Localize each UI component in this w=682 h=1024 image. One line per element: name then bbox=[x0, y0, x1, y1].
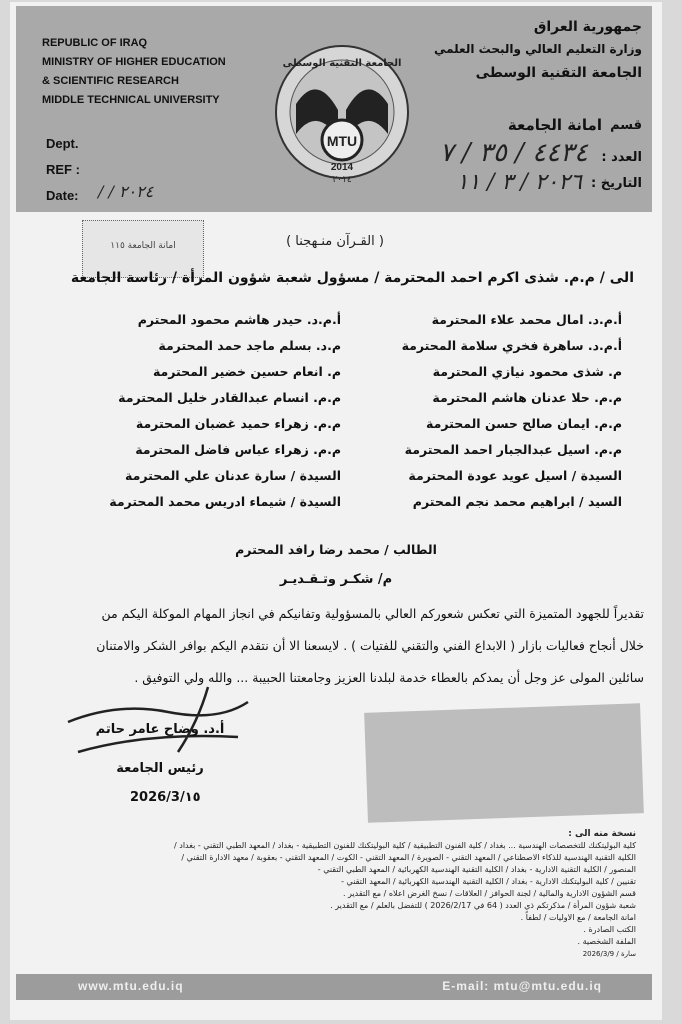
date-value-handwritten: ٢٠٢٦ / ٣ / ١١ bbox=[456, 170, 582, 195]
letter-body bbox=[34, 598, 644, 694]
logo-year: 2014 bbox=[330, 162, 354, 173]
letterhead-english bbox=[42, 34, 232, 110]
recipient-row bbox=[60, 306, 622, 332]
left-date-handwritten: / / ٢٠٢٤ bbox=[98, 182, 154, 201]
section-value: امانة الجامعة bbox=[507, 116, 602, 134]
recipient-name: السيدة / سارة عدنان علي المحترمة bbox=[125, 467, 341, 483]
section-label: قسم bbox=[610, 118, 642, 133]
number-label: العدد : bbox=[601, 150, 642, 165]
subject-line: م/ شكـر وتـقـديـر bbox=[279, 572, 393, 587]
recipient-name: م.م. حلا عدنان هاشم المحترمة bbox=[432, 389, 622, 405]
recipient-name: م.م. اسيل عبدالجبار احمد المحترمة bbox=[404, 441, 622, 457]
recipient-name: أ.م.د. حيدر هاشم محمود المحترم bbox=[137, 311, 341, 327]
body-line: سائلين المولى عز وجل أن يمدكم بالعطاء خدمة لبلدنا العزيز وجامعتنا الحبيبة ... والله ولي التوفيق . bbox=[134, 670, 644, 685]
distribution-list bbox=[34, 828, 636, 960]
recipient-name: م. شذى محمود نيازي المحترمة bbox=[432, 363, 622, 379]
signatory-title: رئيس الجامعة bbox=[116, 761, 204, 776]
body-line: تقديراً للجهود المتميزة التي تعكس شعوركم العالي بالمسؤولية وتفانيكم في انجاز المهام الموكلة اليكم من bbox=[101, 606, 644, 621]
body-line: خلال أنجاح فعاليات بازار ( الابداع الفني والتقني للفتيات ) . لايسعنا الا أن نتقدم اليكم بوافر الشكر والامتنان bbox=[96, 638, 644, 653]
logo-year-arabic: ٢٠١٤ bbox=[332, 175, 352, 185]
recipient-row bbox=[60, 410, 622, 436]
letter-page bbox=[10, 2, 662, 1020]
letterhead-line: & SCIENTIFIC RESEARCH bbox=[42, 75, 179, 87]
distribution-footnote: سارة / 2026/3/9 bbox=[582, 950, 636, 958]
recipient-row bbox=[60, 384, 622, 410]
logo-arabic: الجامعة التقنية الوسطى bbox=[282, 58, 402, 69]
recipient-name: م.م. انسام عبدالقادر خليل المحترمة bbox=[118, 389, 341, 405]
footer-email: E-mail: mtu@mtu.edu.iq bbox=[442, 979, 602, 993]
date-label: Date: bbox=[46, 188, 79, 203]
signature-date: 2026/3/١٥ bbox=[130, 790, 201, 805]
letterhead-arabic bbox=[412, 16, 642, 86]
letterhead-line: MINISTRY OF HIGHER EDUCATION bbox=[42, 56, 226, 68]
signatory-name: أ.د. وضاح عامر حاتم bbox=[95, 722, 225, 737]
letterhead-line: MIDDLE TECHNICAL UNIVERSITY bbox=[42, 94, 220, 106]
distribution-line: تقنيين / كلية البوليتكنك الادارية - بغداد / الكلية التقنية الهندسية الكهربائية / المعهد التقني - bbox=[341, 877, 636, 886]
university-logo bbox=[272, 42, 412, 192]
number-value-handwritten: ٤٤٣٤ / ٣٥ / ٧ bbox=[439, 138, 588, 168]
recipient-name: م. انعام حسين خضير المحترمة bbox=[152, 363, 341, 379]
date-label-arabic: التاريخ : bbox=[591, 176, 642, 191]
distribution-line: كلية البوليتكنك للتخصصات الهندسية ... بغداد / كلية الفنون التطبيقية / كلية البوليتكنك للفنون التطبيقية - بغداد / المعهد الطبي التقني - بغداد / bbox=[174, 841, 636, 850]
letterhead-ar-line: وزارة التعليم العالي والبحث العلمي bbox=[433, 42, 642, 56]
signature-block bbox=[70, 722, 250, 776]
recipient-name: م.م. ايمان صالح حسن المحترمة bbox=[426, 415, 622, 431]
letterhead-ar-line: الجامعة التقنية الوسطى bbox=[475, 65, 642, 81]
recipient-name: أ.م.د. ساهرة فخري سلامة المحترمة bbox=[401, 337, 622, 353]
recipient-row bbox=[60, 332, 622, 358]
recipient-name: م.د. بسلم ماجد حمد المحترمة bbox=[158, 337, 341, 353]
distribution-line: الكتب الصادرة . bbox=[583, 925, 636, 934]
logo-letters: MTU bbox=[326, 133, 358, 149]
recipient-name: السيدة / اسيل عويد عودة المحترمة bbox=[408, 467, 622, 483]
quran-motto: ( القـرآن منـهجنا ) bbox=[286, 234, 384, 249]
distribution-line: امانة الجامعة / مع الاوليات / لطفاً . bbox=[520, 913, 636, 922]
recipient-name: أ.م.د. امال محمد علاء المحترمة bbox=[431, 311, 622, 327]
recipient-name: السيد / ابراهيم محمد نجم المحترم bbox=[412, 493, 622, 509]
letterhead-line: REPUBLIC OF IRAQ bbox=[42, 37, 148, 49]
dept-label: Dept. bbox=[46, 136, 79, 151]
footer-website: www.mtu.edu.iq bbox=[78, 979, 184, 993]
distribution-line: شعبة شؤون المرأة / مذكرتكم ذي العدد ( 64 في 2026/2/17 ) للتفضل بالعلم / مع التقدير . bbox=[330, 901, 636, 910]
recipient-name: م.م. زهراء عباس فاضل المحترمة bbox=[135, 441, 341, 457]
recipient-row bbox=[60, 436, 622, 462]
addressee-line: الى / م.م. شذى اكرم احمد المحترمة / مسؤول شعبة شؤون المرأة / رئاسة الجامعة bbox=[70, 270, 634, 286]
recipients-list bbox=[60, 306, 622, 514]
recipient-row bbox=[60, 488, 622, 514]
stamp-text: امانة الجامعة ١١٥ bbox=[110, 241, 176, 251]
distribution-heading: نسخة منه الى : bbox=[568, 829, 636, 839]
letter-footer bbox=[16, 974, 652, 1000]
distribution-line: الكلية التقنية الهندسية للذكاء الاصطناعي / المعهد التقني - الصويرة / المعهد التقني - الكوت / المعهد التقني - بعقوبة / معهد الادارة التقني / bbox=[181, 853, 636, 862]
letterhead bbox=[16, 6, 652, 212]
distribution-line: المنصور / الكلية التقنية الادارية - بغداد / الكلية التقنية الهندسية الكهربائية / المعهد الطبي التقني - bbox=[317, 865, 636, 874]
letterhead-ar-line: جمهورية العراق bbox=[533, 19, 642, 35]
recipient-name: م.م. زهراء حميد غضبان المحترمة bbox=[135, 415, 341, 431]
recipient-row bbox=[60, 358, 622, 384]
recipient-name: السيدة / شيماء ادريس محمد المحترمة bbox=[109, 493, 341, 509]
distribution-line: قسم الشؤون الادارية والمالية / لجنة الحوافز / العلاقات / نسخ الغرض اعلاه / مع التقدير . bbox=[342, 889, 636, 898]
recipient-row bbox=[60, 462, 622, 488]
student-line: الطالب / محمد رضا رافد المحترم bbox=[235, 542, 437, 557]
ref-label: REF : bbox=[46, 162, 80, 177]
redaction-box bbox=[364, 703, 644, 823]
distribution-line: الملفة الشخصية . bbox=[577, 937, 636, 946]
